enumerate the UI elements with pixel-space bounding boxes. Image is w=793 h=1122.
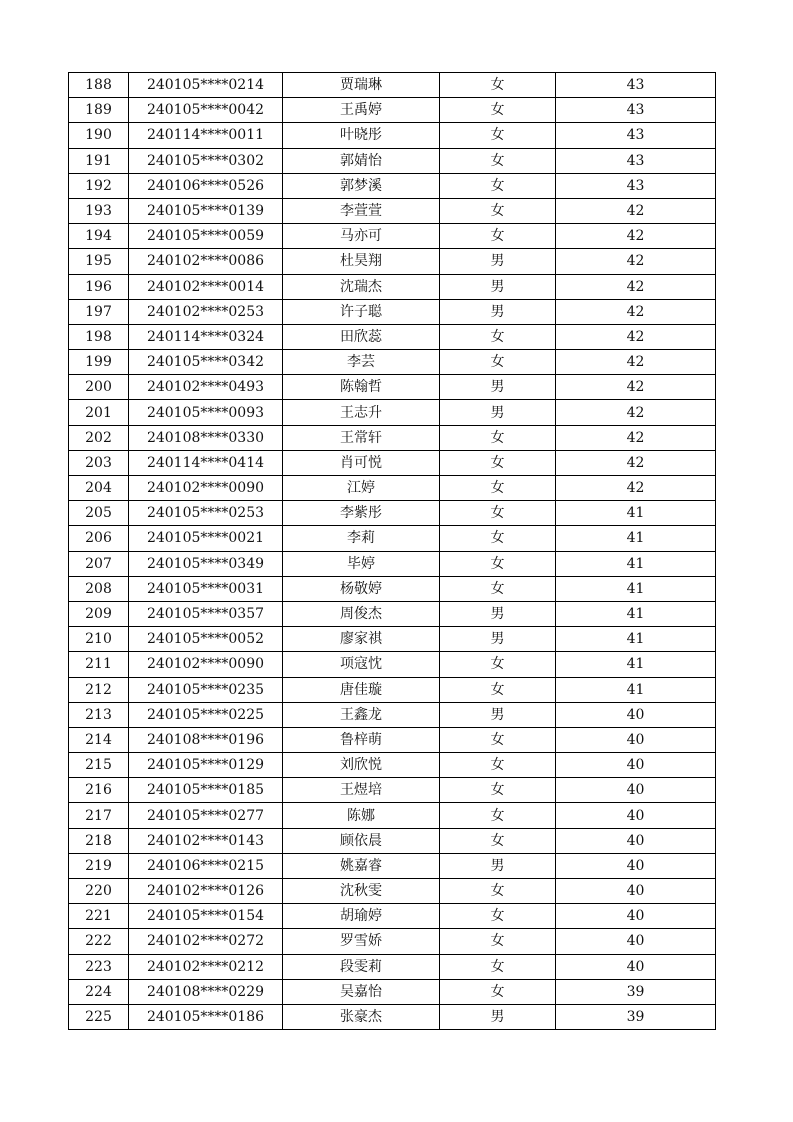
row-number-cell: 221 <box>69 904 129 929</box>
gender-cell: 女 <box>440 652 556 677</box>
row-number-cell: 215 <box>69 753 129 778</box>
score-cell: 42 <box>556 350 716 375</box>
table-row <box>69 249 716 274</box>
id-number-cell: 240105****0342 <box>129 350 283 375</box>
gender-cell: 女 <box>440 350 556 375</box>
table-row <box>69 853 716 878</box>
table-row <box>69 324 716 349</box>
row-number-cell: 195 <box>69 249 129 274</box>
score-cell: 40 <box>556 879 716 904</box>
id-number-cell: 240102****0143 <box>129 828 283 853</box>
table-row <box>69 627 716 652</box>
score-cell: 41 <box>556 627 716 652</box>
name-cell: 顾依晨 <box>283 828 440 853</box>
score-cell: 40 <box>556 853 716 878</box>
gender-cell: 女 <box>440 954 556 979</box>
name-cell: 沈秋雯 <box>283 879 440 904</box>
name-cell: 王煜培 <box>283 778 440 803</box>
table-row <box>69 778 716 803</box>
score-cell: 43 <box>556 173 716 198</box>
row-number-cell: 212 <box>69 677 129 702</box>
id-number-cell: 240105****0139 <box>129 198 283 223</box>
gender-cell: 女 <box>440 450 556 475</box>
row-number-cell: 207 <box>69 551 129 576</box>
id-number-cell: 240105****0235 <box>129 677 283 702</box>
row-number-cell: 204 <box>69 476 129 501</box>
name-cell: 肖可悦 <box>283 450 440 475</box>
id-number-cell: 240105****0349 <box>129 551 283 576</box>
id-number-cell: 240105****0052 <box>129 627 283 652</box>
score-cell: 41 <box>556 551 716 576</box>
name-cell: 贾瑞琳 <box>283 73 440 98</box>
row-number-cell: 196 <box>69 274 129 299</box>
row-number-cell: 213 <box>69 702 129 727</box>
row-number-cell: 197 <box>69 299 129 324</box>
gender-cell: 女 <box>440 123 556 148</box>
name-cell: 周俊杰 <box>283 601 440 626</box>
score-cell: 43 <box>556 148 716 173</box>
row-number-cell: 190 <box>69 123 129 148</box>
name-cell: 王禹婷 <box>283 98 440 123</box>
id-number-cell: 240105****0093 <box>129 400 283 425</box>
id-number-cell: 240105****0186 <box>129 1004 283 1029</box>
id-number-cell: 240105****0059 <box>129 224 283 249</box>
gender-cell: 男 <box>440 1004 556 1029</box>
name-cell: 李萱萱 <box>283 198 440 223</box>
id-number-cell: 240108****0229 <box>129 979 283 1004</box>
gender-cell: 女 <box>440 803 556 828</box>
id-number-cell: 240108****0330 <box>129 425 283 450</box>
id-number-cell: 240102****0090 <box>129 652 283 677</box>
id-number-cell: 240105****0031 <box>129 576 283 601</box>
table-row <box>69 476 716 501</box>
row-number-cell: 218 <box>69 828 129 853</box>
table-row <box>69 198 716 223</box>
name-cell: 鲁梓萌 <box>283 727 440 752</box>
name-cell: 杨敬婷 <box>283 576 440 601</box>
row-number-cell: 225 <box>69 1004 129 1029</box>
name-cell: 姚嘉睿 <box>283 853 440 878</box>
row-number-cell: 209 <box>69 601 129 626</box>
name-cell: 沈瑞杰 <box>283 274 440 299</box>
row-number-cell: 219 <box>69 853 129 878</box>
id-number-cell: 240114****0414 <box>129 450 283 475</box>
score-cell: 40 <box>556 803 716 828</box>
gender-cell: 男 <box>440 299 556 324</box>
score-cell: 42 <box>556 400 716 425</box>
gender-cell: 女 <box>440 198 556 223</box>
score-cell: 41 <box>556 652 716 677</box>
score-cell: 43 <box>556 73 716 98</box>
name-cell: 刘欣悦 <box>283 753 440 778</box>
table-row <box>69 904 716 929</box>
id-number-cell: 240105****0129 <box>129 753 283 778</box>
score-cell: 40 <box>556 954 716 979</box>
table-row <box>69 98 716 123</box>
gender-cell: 女 <box>440 778 556 803</box>
id-number-cell: 240102****0253 <box>129 299 283 324</box>
table-row <box>69 576 716 601</box>
roster-table-body <box>69 73 716 1030</box>
id-number-cell: 240105****0185 <box>129 778 283 803</box>
gender-cell: 女 <box>440 576 556 601</box>
table-row <box>69 224 716 249</box>
id-number-cell: 240105****0225 <box>129 702 283 727</box>
gender-cell: 男 <box>440 627 556 652</box>
row-number-cell: 191 <box>69 148 129 173</box>
id-number-cell: 240114****0324 <box>129 324 283 349</box>
row-number-cell: 194 <box>69 224 129 249</box>
name-cell: 王志升 <box>283 400 440 425</box>
row-number-cell: 192 <box>69 173 129 198</box>
name-cell: 李紫彤 <box>283 501 440 526</box>
row-number-cell: 216 <box>69 778 129 803</box>
gender-cell: 女 <box>440 73 556 98</box>
name-cell: 李芸 <box>283 350 440 375</box>
name-cell: 叶晓彤 <box>283 123 440 148</box>
row-number-cell: 211 <box>69 652 129 677</box>
id-number-cell: 240105****0253 <box>129 501 283 526</box>
gender-cell: 女 <box>440 224 556 249</box>
table-row <box>69 601 716 626</box>
name-cell: 廖家祺 <box>283 627 440 652</box>
table-row <box>69 803 716 828</box>
row-number-cell: 208 <box>69 576 129 601</box>
name-cell: 郭婧怡 <box>283 148 440 173</box>
table-row <box>69 501 716 526</box>
score-cell: 43 <box>556 98 716 123</box>
gender-cell: 女 <box>440 929 556 954</box>
name-cell: 项寇忱 <box>283 652 440 677</box>
row-number-cell: 203 <box>69 450 129 475</box>
gender-cell: 男 <box>440 249 556 274</box>
name-cell: 王鑫龙 <box>283 702 440 727</box>
id-number-cell: 240102****0212 <box>129 954 283 979</box>
gender-cell: 男 <box>440 601 556 626</box>
score-cell: 40 <box>556 778 716 803</box>
id-number-cell: 240114****0011 <box>129 123 283 148</box>
score-cell: 42 <box>556 476 716 501</box>
table-row <box>69 526 716 551</box>
gender-cell: 女 <box>440 551 556 576</box>
gender-cell: 女 <box>440 526 556 551</box>
gender-cell: 女 <box>440 148 556 173</box>
gender-cell: 女 <box>440 753 556 778</box>
name-cell: 罗雪娇 <box>283 929 440 954</box>
id-number-cell: 240105****0277 <box>129 803 283 828</box>
score-cell: 40 <box>556 828 716 853</box>
gender-cell: 女 <box>440 828 556 853</box>
table-row <box>69 652 716 677</box>
table-row <box>69 677 716 702</box>
row-number-cell: 223 <box>69 954 129 979</box>
id-number-cell: 240105****0214 <box>129 73 283 98</box>
row-number-cell: 222 <box>69 929 129 954</box>
gender-cell: 女 <box>440 727 556 752</box>
name-cell: 胡瑜婷 <box>283 904 440 929</box>
score-cell: 40 <box>556 753 716 778</box>
row-number-cell: 210 <box>69 627 129 652</box>
name-cell: 杜昊翔 <box>283 249 440 274</box>
row-number-cell: 220 <box>69 879 129 904</box>
score-cell: 42 <box>556 425 716 450</box>
gender-cell: 男 <box>440 375 556 400</box>
score-cell: 40 <box>556 904 716 929</box>
name-cell: 陈娜 <box>283 803 440 828</box>
row-number-cell: 206 <box>69 526 129 551</box>
name-cell: 王常轩 <box>283 425 440 450</box>
row-number-cell: 193 <box>69 198 129 223</box>
score-cell: 42 <box>556 324 716 349</box>
score-cell: 39 <box>556 1004 716 1029</box>
row-number-cell: 200 <box>69 375 129 400</box>
row-number-cell: 189 <box>69 98 129 123</box>
table-row <box>69 828 716 853</box>
name-cell: 郭梦溪 <box>283 173 440 198</box>
table-row <box>69 979 716 1004</box>
score-cell: 42 <box>556 450 716 475</box>
gender-cell: 女 <box>440 879 556 904</box>
row-number-cell: 224 <box>69 979 129 1004</box>
id-number-cell: 240105****0042 <box>129 98 283 123</box>
id-number-cell: 240105****0357 <box>129 601 283 626</box>
table-row <box>69 702 716 727</box>
score-cell: 42 <box>556 249 716 274</box>
gender-cell: 女 <box>440 904 556 929</box>
gender-cell: 男 <box>440 702 556 727</box>
id-number-cell: 240105****0302 <box>129 148 283 173</box>
score-cell: 41 <box>556 501 716 526</box>
row-number-cell: 201 <box>69 400 129 425</box>
table-row <box>69 400 716 425</box>
table-row <box>69 879 716 904</box>
name-cell: 陈翰哲 <box>283 375 440 400</box>
row-number-cell: 188 <box>69 73 129 98</box>
id-number-cell: 240102****0493 <box>129 375 283 400</box>
gender-cell: 女 <box>440 979 556 1004</box>
id-number-cell: 240102****0014 <box>129 274 283 299</box>
name-cell: 吴嘉怡 <box>283 979 440 1004</box>
score-cell: 41 <box>556 526 716 551</box>
roster-table <box>68 72 716 1030</box>
name-cell: 江婷 <box>283 476 440 501</box>
name-cell: 张豪杰 <box>283 1004 440 1029</box>
score-cell: 41 <box>556 677 716 702</box>
name-cell: 毕婷 <box>283 551 440 576</box>
score-cell: 41 <box>556 576 716 601</box>
id-number-cell: 240102****0090 <box>129 476 283 501</box>
id-number-cell: 240106****0526 <box>129 173 283 198</box>
table-row <box>69 1004 716 1029</box>
id-number-cell: 240105****0154 <box>129 904 283 929</box>
score-cell: 40 <box>556 702 716 727</box>
table-row <box>69 753 716 778</box>
table-row <box>69 299 716 324</box>
gender-cell: 女 <box>440 476 556 501</box>
score-cell: 43 <box>556 123 716 148</box>
name-cell: 许子聪 <box>283 299 440 324</box>
score-cell: 39 <box>556 979 716 1004</box>
table-row <box>69 727 716 752</box>
gender-cell: 女 <box>440 501 556 526</box>
name-cell: 段雯莉 <box>283 954 440 979</box>
table-row <box>69 929 716 954</box>
name-cell: 马亦可 <box>283 224 440 249</box>
row-number-cell: 205 <box>69 501 129 526</box>
table-row <box>69 73 716 98</box>
id-number-cell: 240102****0126 <box>129 879 283 904</box>
score-cell: 42 <box>556 274 716 299</box>
row-number-cell: 214 <box>69 727 129 752</box>
table-row <box>69 450 716 475</box>
row-number-cell: 198 <box>69 324 129 349</box>
row-number-cell: 217 <box>69 803 129 828</box>
table-row <box>69 123 716 148</box>
id-number-cell: 240106****0215 <box>129 853 283 878</box>
table-row <box>69 274 716 299</box>
id-number-cell: 240102****0272 <box>129 929 283 954</box>
name-cell: 唐佳璇 <box>283 677 440 702</box>
table-row <box>69 954 716 979</box>
score-cell: 42 <box>556 299 716 324</box>
gender-cell: 女 <box>440 98 556 123</box>
gender-cell: 女 <box>440 324 556 349</box>
score-cell: 40 <box>556 929 716 954</box>
gender-cell: 女 <box>440 173 556 198</box>
score-cell: 42 <box>556 198 716 223</box>
score-cell: 42 <box>556 224 716 249</box>
score-cell: 40 <box>556 727 716 752</box>
table-row <box>69 425 716 450</box>
id-number-cell: 240105****0021 <box>129 526 283 551</box>
table-row <box>69 148 716 173</box>
id-number-cell: 240102****0086 <box>129 249 283 274</box>
table-row <box>69 375 716 400</box>
table-row <box>69 551 716 576</box>
row-number-cell: 199 <box>69 350 129 375</box>
score-cell: 42 <box>556 375 716 400</box>
table-row <box>69 173 716 198</box>
id-number-cell: 240108****0196 <box>129 727 283 752</box>
gender-cell: 男 <box>440 400 556 425</box>
row-number-cell: 202 <box>69 425 129 450</box>
score-cell: 41 <box>556 601 716 626</box>
gender-cell: 男 <box>440 853 556 878</box>
gender-cell: 女 <box>440 425 556 450</box>
name-cell: 田欣蕊 <box>283 324 440 349</box>
gender-cell: 女 <box>440 677 556 702</box>
gender-cell: 男 <box>440 274 556 299</box>
table-row <box>69 350 716 375</box>
name-cell: 李莉 <box>283 526 440 551</box>
